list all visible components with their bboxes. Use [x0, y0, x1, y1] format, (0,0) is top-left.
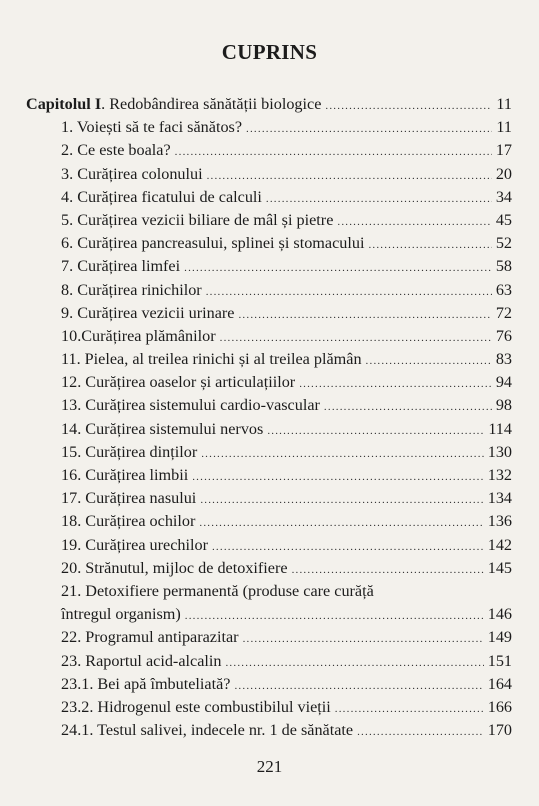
toc-entry-title: 2. Ce este boala?: [61, 141, 171, 160]
toc-entry-page: 20: [495, 164, 512, 183]
toc-entry-title: întregul organism): [61, 605, 181, 624]
toc-entry-title: 23. Raportul acid-alcalin: [61, 651, 222, 670]
toc-entry-title: 9. Curățirea vezicii urinare: [61, 303, 235, 322]
toc-entry: [26, 557, 512, 580]
leader-dots: [200, 489, 483, 512]
leader-dots: [292, 559, 484, 582]
toc-entry-title: 14. Curățirea sistemului nervos: [61, 419, 264, 438]
toc-entry: [26, 116, 512, 139]
toc-entry-page: 34: [495, 187, 512, 206]
toc-entry-page: 142: [487, 535, 512, 554]
toc-entry-title: 23.1. Bei apă îmbuteliată?: [61, 674, 231, 693]
toc-entry: [26, 232, 512, 255]
toc-entry-title: 20. Strănutul, mijloc de detoxifiere: [61, 558, 288, 577]
toc-entry-page: 76: [495, 326, 512, 345]
toc-entry-title: 24.1. Testul salivei, indecele nr. 1 de sănătate: [61, 721, 354, 740]
leader-dots: [366, 350, 492, 373]
toc-entry-page: 83: [495, 350, 512, 369]
toc-entry-title: 1. Voiești să te faci sănătos?: [61, 118, 243, 137]
toc-entry-page: 134: [487, 489, 512, 508]
toc-entry: [26, 279, 512, 302]
chapter-title: . Redobândirea sănătății biologice: [101, 95, 322, 113]
toc-entry-title: 10.Curățirea plămânilor: [61, 326, 216, 345]
toc-entry: [26, 348, 512, 371]
leader-dots: [337, 211, 491, 234]
chapter-page: 11: [496, 95, 512, 113]
leader-dots: [266, 188, 492, 211]
toc-entry-title: 3. Curățirea colonului: [61, 164, 203, 183]
toc-entry-title: 16. Curățirea limbii: [61, 466, 189, 484]
toc-entry: [26, 673, 512, 696]
leader-dots: [335, 698, 484, 721]
toc-entry-page: 45: [495, 210, 512, 229]
toc-entry: [26, 510, 512, 533]
leader-dots: [299, 373, 492, 396]
leader-dots: [267, 420, 484, 443]
toc-entry-title: 17. Curățirea nasului: [61, 489, 197, 508]
toc-entry: [26, 255, 512, 278]
toc-entry-page: 72: [495, 303, 512, 322]
toc-entry-title: 23.2. Hidrogenul este combustibilul vieții: [61, 697, 331, 716]
leader-dots: [185, 605, 484, 628]
toc-entry-title: 7. Curățirea limfei: [61, 257, 181, 276]
toc-entry-page: 151: [487, 651, 512, 670]
page-number: 221: [256, 757, 283, 776]
toc-entry-title: 18. Curățirea ochilor: [61, 512, 196, 531]
toc-entry-page: 132: [487, 466, 512, 484]
toc-entry: [26, 325, 512, 348]
toc-entry-page: 149: [487, 628, 512, 647]
toc-entry: [26, 371, 512, 394]
leader-dots: [206, 281, 492, 304]
toc-entry-page: 136: [487, 512, 512, 531]
leader-dots: [246, 118, 492, 141]
leader-dots: [324, 396, 492, 419]
toc-entry-page: 17: [495, 141, 512, 160]
toc-entry: [26, 139, 512, 162]
leader-dots: [192, 466, 483, 489]
leader-dots: [325, 95, 492, 118]
toc-entry-page: 114: [488, 419, 512, 438]
toc-entry-page: 130: [487, 442, 512, 461]
leader-dots: [238, 304, 491, 327]
toc-entry: [26, 464, 512, 487]
toc-entry-page: 145: [487, 558, 512, 577]
toc-entry-title: 11. Pielea, al treilea rinichi și al treilea plămân: [61, 350, 362, 369]
toc-entry: [26, 441, 512, 464]
toc-entry-page: 11: [496, 118, 512, 137]
leader-dots: [199, 512, 483, 535]
toc-entry: [26, 186, 512, 209]
leader-dots: [368, 234, 491, 257]
toc-entry: [26, 719, 512, 742]
toc-entry-title: 19. Curățirea urechilor: [61, 535, 208, 554]
toc-entry-title: 21. Detoxifiere permanentă (produse care curăță: [61, 581, 374, 600]
toc-entry-title: 8. Curățirea rinichilor: [61, 280, 202, 299]
toc-entry: [26, 580, 512, 603]
leader-dots: [184, 257, 492, 280]
toc-entry: [26, 302, 512, 325]
page-title: CUPRINS: [221, 40, 318, 64]
toc-entry-page: 164: [487, 674, 512, 693]
leader-dots: [201, 443, 484, 466]
toc-entry-page: 63: [495, 280, 512, 299]
toc-entry: [26, 603, 512, 626]
leader-dots: [175, 141, 492, 164]
toc-entry-page: 98: [495, 396, 512, 415]
toc-entry: [26, 626, 512, 649]
toc-entry-page: 146: [487, 605, 512, 624]
toc-entry-title: 12. Curățirea oaselor și articulațiilor: [61, 373, 296, 392]
toc-entry-page: 166: [487, 697, 512, 716]
leader-dots: [212, 536, 484, 559]
toc-entry-title: 6. Curățirea pancreasului, splinei și stomacului: [61, 234, 365, 253]
leader-dots: [225, 652, 483, 675]
toc-entry: [26, 487, 512, 510]
chapter-label: Capitolul I: [26, 95, 102, 113]
toc-entry: [26, 394, 512, 417]
leader-dots: [220, 327, 492, 350]
toc-entry: [26, 418, 512, 441]
toc-entry: [26, 650, 512, 673]
toc-entry-page: 58: [495, 257, 512, 276]
leader-dots: [243, 628, 484, 651]
toc-entry-page: 52: [495, 234, 512, 253]
toc-entry: [26, 696, 512, 719]
toc-entry: [26, 534, 512, 557]
toc-entry-title: 4. Curățirea ficatului de calculi: [61, 187, 262, 206]
chapter-heading: [26, 93, 512, 116]
leader-dots: [207, 165, 492, 188]
leader-dots: [357, 721, 484, 744]
toc-entry-page: 170: [487, 721, 512, 740]
toc-entry-title: 5. Curățirea vezicii biliare de mâl și pietre: [61, 210, 334, 229]
leader-dots: [234, 675, 483, 698]
toc-entry-title: 22. Programul antiparazitar: [61, 628, 239, 647]
toc-entry: [26, 209, 512, 232]
table-of-contents: [26, 93, 512, 742]
toc-entry-title: 13. Curățirea sistemului cardio-vascular: [61, 396, 320, 415]
toc-entry: [26, 163, 512, 186]
toc-entry-page: 94: [495, 373, 512, 392]
toc-entry-title: 15. Curățirea dinților: [61, 442, 198, 461]
